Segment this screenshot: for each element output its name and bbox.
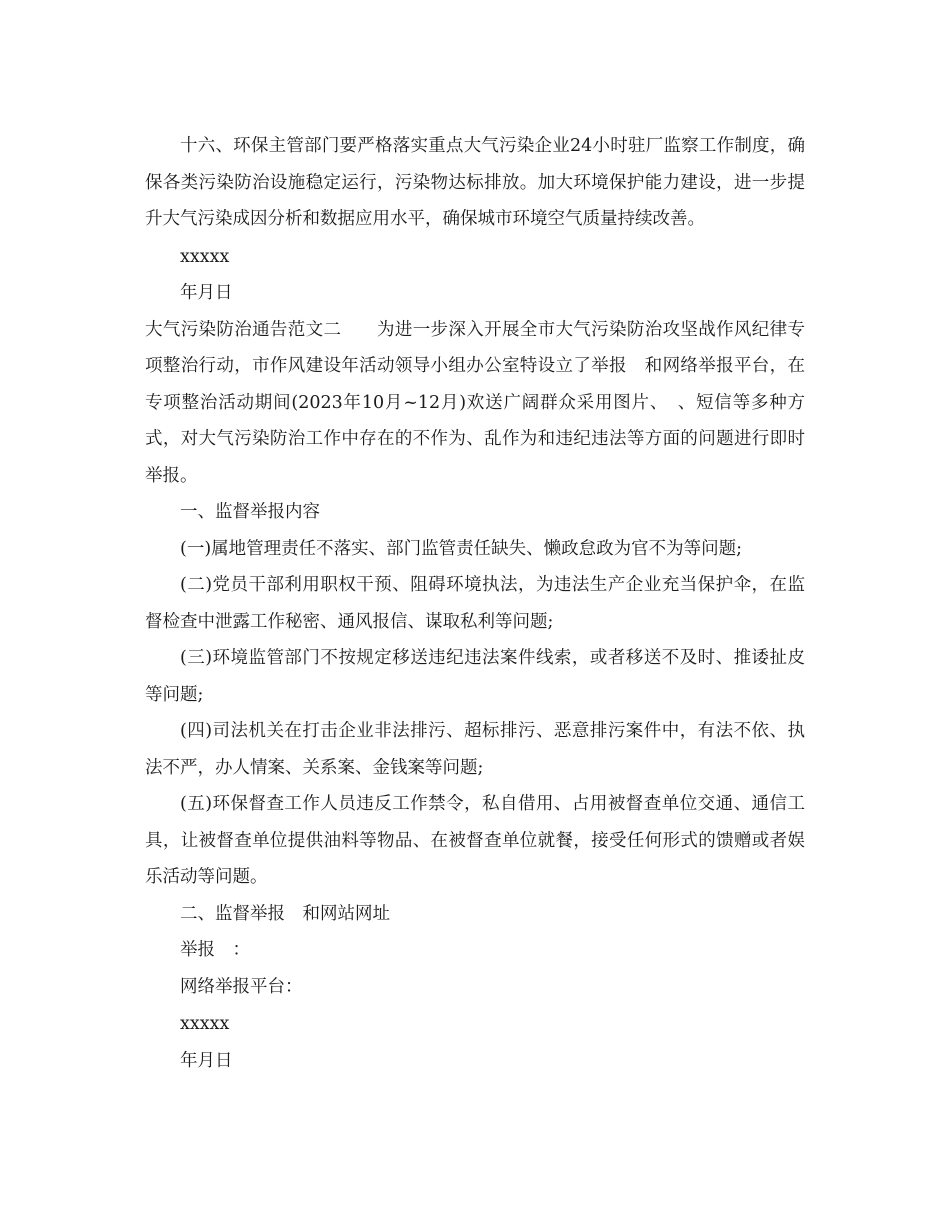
section-heading-report-content: 一、监督举报内容 [180, 502, 320, 522]
section-heading-report-channels: 二、监督举报 和网站网址 [180, 903, 390, 924]
list-item: (三)环境监管部门不按规定移送违纪违法案件线索，或者移送不及时、推诿扯皮等问题; [145, 648, 805, 705]
online-report-platform-label: 网络举报平台： [180, 976, 303, 997]
date-placeholder: 年月日 [180, 283, 233, 303]
signature-placeholder: xxxxx [180, 1014, 230, 1034]
date-placeholder: 年月日 [180, 1050, 233, 1071]
list-item: (一)属地管理责任不落实、部门监管责任缺失、懒政怠政为官不为等问题; [180, 538, 743, 559]
list-item: (五)环保督查工作人员违反工作禁令，私自借用、占用被督查单位交通、通信工具，让被督查单位提供油料等物品、在被督查单位就餐，接受任何形式的馈赠或者娱乐活动等问题。 [145, 794, 805, 887]
report-phone-label: 举报 ： [180, 940, 250, 960]
example-two-intro: 大气污染防治通告范文二 为进一步深入开展全市大气污染防治攻坚战作风纪律专项整治行动，市作风建设年活动领导小组办公室特设立了举报 和网络举报平台，在专项整治活动期间(2023年10月~12月)欢送广阔群众采用图片、 、短信等多种方式，对大气污染防治工作中存在的不作为、乱作为和违纪违法等方面的问题进行即时举报。 [145, 319, 805, 486]
paragraph-item-16: 十六、环保主管部门要严格落实重点大气污染企业24小时驻厂监察工作制度，确保各类污染防治设施稳定运行，污染物达标排放。加大环境保护能力建设，进一步提升大气污染成因分析和数据应用水平，确保城市环境空气质量持续改善。 [145, 136, 805, 229]
list-item: (四)司法机关在打击企业非法排污、超标排污、恶意排污案件中，有法不依、执法不严，办人情案、关系案、金钱案等问题; [145, 721, 805, 778]
signature-placeholder: xxxxx [180, 246, 230, 267]
document-page [145, 128, 805, 1079]
list-item: (二)党员干部利用职权干预、阻碍环境执法，为违法生产企业充当保护伞，在监督检查中泄露工作秘密、通风报信、谋取私利等问题; [145, 575, 805, 632]
